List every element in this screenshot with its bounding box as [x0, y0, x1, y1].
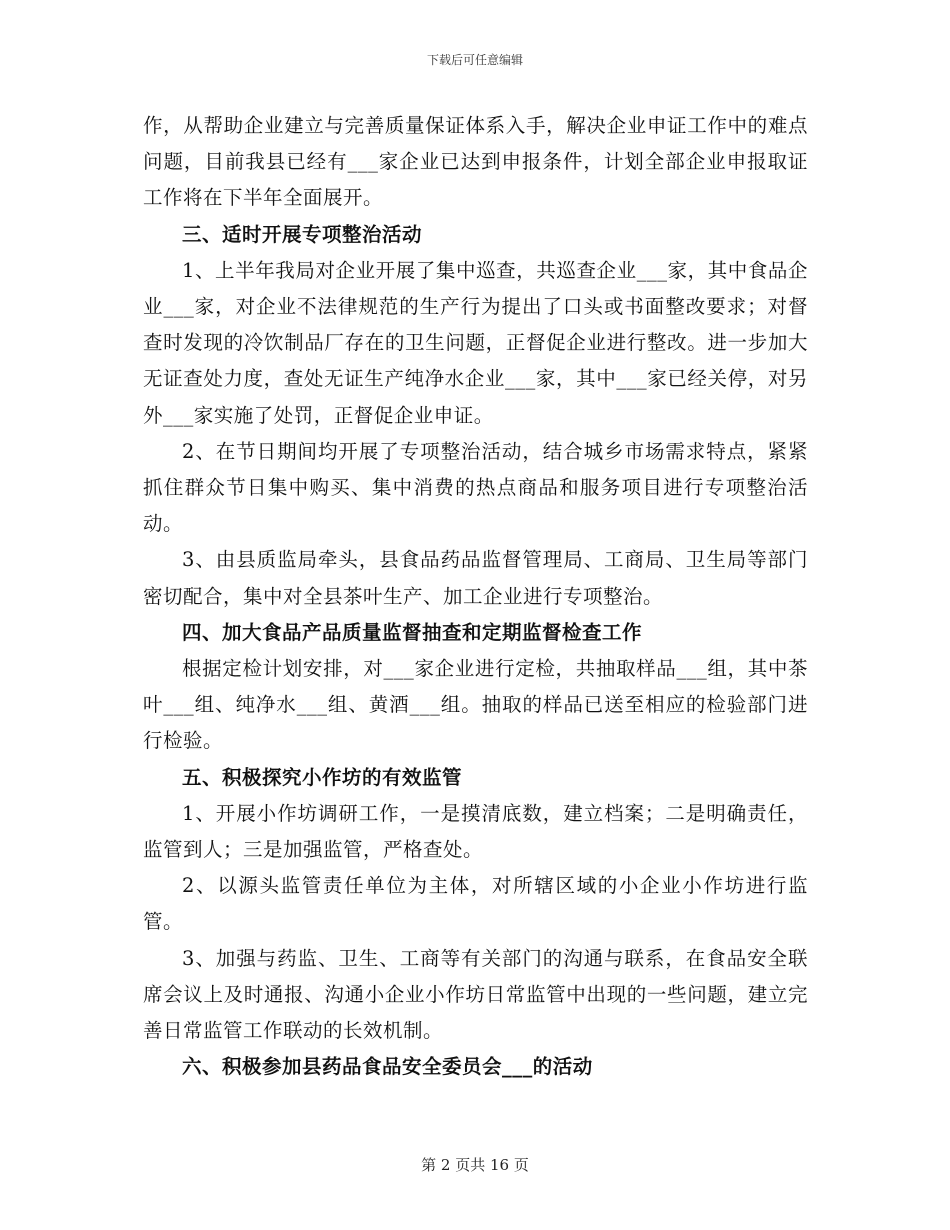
- paragraph-5-2: 2、以源头监管责任单位为主体，对所辖区域的小企业小作坊进行监管。: [143, 874, 808, 934]
- section-heading-3: 三、适时开展专项整治活动: [182, 222, 423, 246]
- page-number: 第 2 页共 16 页: [421, 1156, 529, 1174]
- section-heading-6: 六、积极参加县药品食品安全委员会___的活动: [182, 1055, 593, 1079]
- section-heading-4: 四、加大食品产品质量监督抽查和定期监督检查工作: [182, 620, 643, 644]
- paragraph-5-1: 1、开展小作坊调研工作，一是摸清底数，建立档案；二是明确责任，监管到人；三是加强监管，严格查处。: [143, 801, 808, 862]
- paragraph-3-3: 3、由县质监局牵头，县食品药品监督管理局、工商局、卫生局等部门密切配合，集中对全县茶叶生产、加工企业进行专项整治。: [143, 548, 808, 608]
- paragraph-continuation: 作，从帮助企业建立与完善质量保证体系入手，解决企业申证工作中的难点问题，目前我县已经有___家企业已达到申报条件，计划全部企业申报取证工作将在下半年全面展开。: [143, 114, 808, 210]
- paragraph-4-1: 根据定检计划安排，对___家企业进行定检，共抽取样品___组，其中茶叶___组、纯净水___组、黄酒___组。抽取的样品已送至相应的检验部门进行检验。: [143, 657, 808, 753]
- page-header-note: 下载后可任意编辑: [426, 53, 523, 67]
- paragraph-5-3: 3、加强与药监、卫生、工商等有关部门的沟通与联系，在食品安全联席会议上及时通报、沟通小企业小作坊日常监管中出现的一些问题，建立完善日常监管工作联动的长效机制。: [143, 946, 808, 1043]
- paragraph-3-2: 2、在节日期间均开展了专项整治活动，结合城乡市场需求特点，紧紧抓住群众节日集中购买、集中消费的热点商品和服务项目进行专项整治活动。: [143, 439, 808, 536]
- document-body: [143, 108, 808, 1085]
- section-heading-5: 五、积极探究小作坊的有效监管: [182, 765, 463, 789]
- paragraph-3-1: 1、上半年我局对企业开展了集中巡查，共巡查企业___家，其中食品企业___家，对企业不法律规范的生产行为提出了口头或书面整改要求；对督查时发现的冷饮制品厂存在的卫生问题，正督促企业进行整改。进一步加大无证查处力度，查处无证生产纯净水企业___家，其中___家已经关停，对另外___家实施了处罚，正督促企业申证。: [143, 258, 808, 427]
